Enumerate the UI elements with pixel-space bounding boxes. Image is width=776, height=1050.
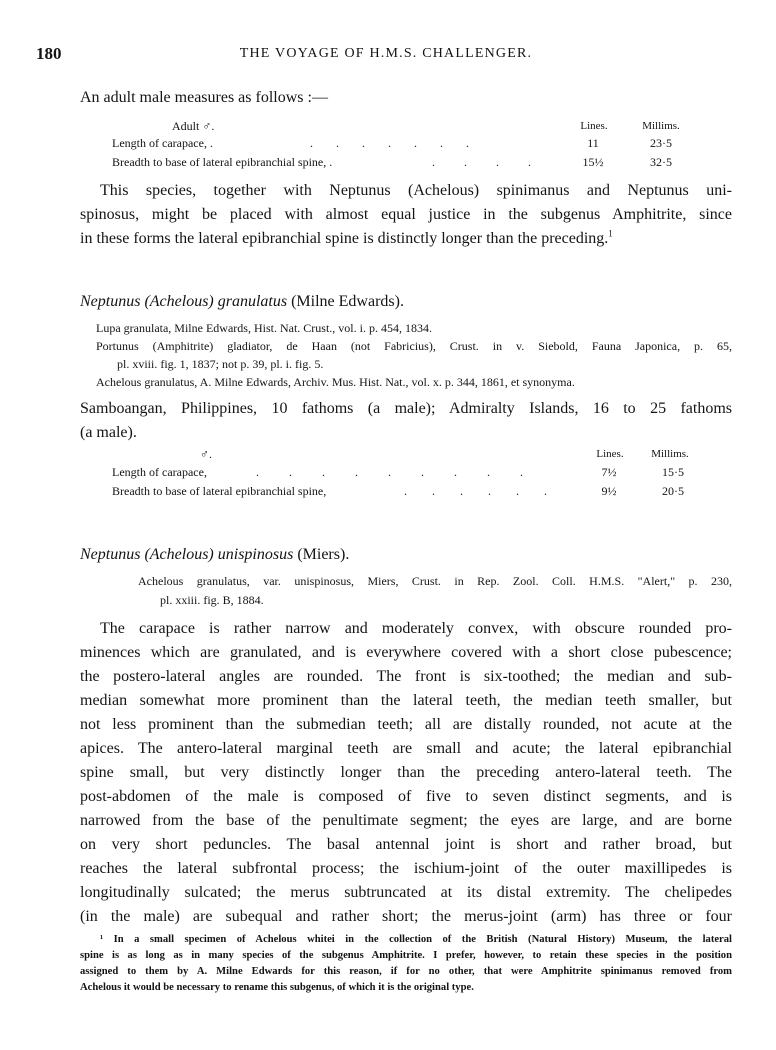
synonymy-line: Achelous granulatus, var. unispinosus, Miers, Crust. in Rep. Zool. Coll. H.M.S. "Alert," p. 230, (138, 574, 732, 588)
species-title: Neptunus (Achelous) granulatus (80, 293, 288, 310)
page-number: 180 (36, 44, 62, 63)
locality-line: (a male). (80, 424, 137, 441)
table2-head-label: ♂. (200, 447, 212, 461)
species-heading (80, 546, 349, 564)
row-lines: 9½ (601, 484, 617, 498)
description-line: not less prominent than the submedian teeth; all are distally rounded, not acute at the (80, 716, 732, 733)
description-line: apices. The antero-lateral marginal teeth are small and acute; the lateral epibranchial (80, 740, 732, 757)
description-line: reaches the lateral subfrontal process; the ischium-joint of the outer maxillipedes is (80, 860, 732, 877)
table-row (112, 484, 326, 499)
row-dots: . . . . (432, 155, 531, 169)
description-line: (in the male) are subequal and rather short; the merus-joint (arm) has three or four (80, 908, 732, 925)
running-title: THE VOYAGE OF H.M.S. CHALLENGER. (239, 46, 533, 61)
species-author: (Milne Edwards). (291, 293, 404, 310)
synonymy-line: Achelous granulatus, A. Milne Edwards, Archiv. Mus. Hist. Nat., vol. x. p. 344, 1861, et synonyma. (96, 375, 575, 389)
row-millims: 32·5 (650, 155, 672, 169)
synonymy-line: pl. xxiii. fig. B, 1884. (160, 593, 264, 607)
footnote-line: spine is as long as in many species of the subgenus Amphitrite. I prefer, however, to retain these species in the position (80, 950, 732, 961)
footnote-line: assigned to them by A. Milne Edwards for this reason, if for no other, that were Amphitrite spinimanus removed from (80, 966, 732, 977)
row-label: Length of carapace, (112, 465, 207, 479)
description-line: median somewhat more prominent than the lateral teeth, the median teeth smaller, but (80, 692, 732, 709)
footnote-mark: 1 (608, 228, 613, 239)
species-heading (80, 293, 404, 311)
row-dots: . . . . . . (404, 484, 547, 498)
description-line: the postero-lateral angles are rounded. The front is six-toothed; the median and sub- (80, 668, 732, 685)
row-dots: . . . . . . . . . (256, 465, 523, 479)
description-line: The carapace is rather narrow and moderately convex, with obscure rounded pro- (100, 620, 732, 637)
species-title: Neptunus (Achelous) unispinosus (80, 546, 294, 563)
paragraph-line-last (80, 230, 613, 248)
species-author: (Miers). (297, 546, 350, 563)
description-line: spine small, but very distinctly longer than the preceding antero-lateral teeth. The (80, 764, 732, 781)
footnote-line: ¹ In a small specimen of Achelous whitei in the collection of the British (Natural History) Museum, the lateral (100, 934, 732, 945)
description-line: minences which are granulated, and is everywhere covered with a short close pubescence; (80, 644, 732, 661)
table1-col-millims: Millims. (642, 120, 680, 132)
paragraph-line: This species, together with Neptunus (Achelous) spinimanus and Neptunus uni- (100, 182, 732, 199)
description-line: on very short peduncles. The basal antennal joint is short and rather broad, but (80, 836, 732, 853)
table1-head-label: Adult ♂. (172, 119, 215, 133)
synonymy-line: Portunus (Amphitrite) gladiator, de Haan (not Fabricius), Crust. in v. Siebold, Fauna Japonica, p. 65, (96, 339, 732, 353)
description-line: longitudinally sulcated; the merus subtruncated at its distal extremity. The chelipedes (80, 884, 732, 901)
table2-col-millims: Millims. (651, 448, 689, 460)
row-millims: 20·5 (662, 484, 684, 498)
table-row (112, 465, 207, 480)
row-lines: 15½ (582, 155, 604, 169)
row-lines: 7½ (601, 465, 617, 479)
locality-line: Samboangan, Philippines, 10 fathoms (a male); Admiralty Islands, 16 to 25 fathoms (80, 400, 732, 417)
paragraph-line: in these forms the lateral epibranchial spine is distinctly longer than the preceding. (80, 230, 609, 247)
synonymy-line: pl. xviii. fig. 1, 1837; not p. 39, pl. i. fig. 5. (117, 357, 324, 371)
row-label: Breadth to base of lateral epibranchial spine, (112, 484, 327, 498)
description-line: post-abdomen of the male is composed of five to seven distinct segments, and is (80, 788, 732, 805)
table1-col-lines: Lines. (580, 120, 608, 132)
page-header (36, 44, 736, 68)
table-row (112, 155, 332, 170)
description-line: narrowed from the base of the penultimate segment; the eyes are large, and are borne (80, 812, 732, 829)
synonymy-line: Lupa granulata, Milne Edwards, Hist. Nat. Crust., vol. i. p. 454, 1834. (96, 321, 432, 335)
row-label: Length of carapace, . (112, 136, 213, 150)
row-millims: 23·5 (650, 136, 672, 150)
measure-intro: An adult male measures as follows :— (80, 89, 328, 106)
table-row (112, 136, 213, 151)
footnote-line: Achelous it would be necessary to rename this subgenus, of which it is the original type. (80, 982, 474, 993)
row-millims: 15·5 (662, 465, 684, 479)
row-label: Breadth to base of lateral epibranchial spine, . (112, 155, 333, 169)
table2-col-lines: Lines. (596, 448, 624, 460)
row-dots: . . . . . . . (310, 136, 469, 150)
paragraph-line: spinosus, might be placed with almost equal justice in the subgenus Amphitrite, since (80, 206, 732, 223)
row-lines: 11 (587, 136, 599, 150)
